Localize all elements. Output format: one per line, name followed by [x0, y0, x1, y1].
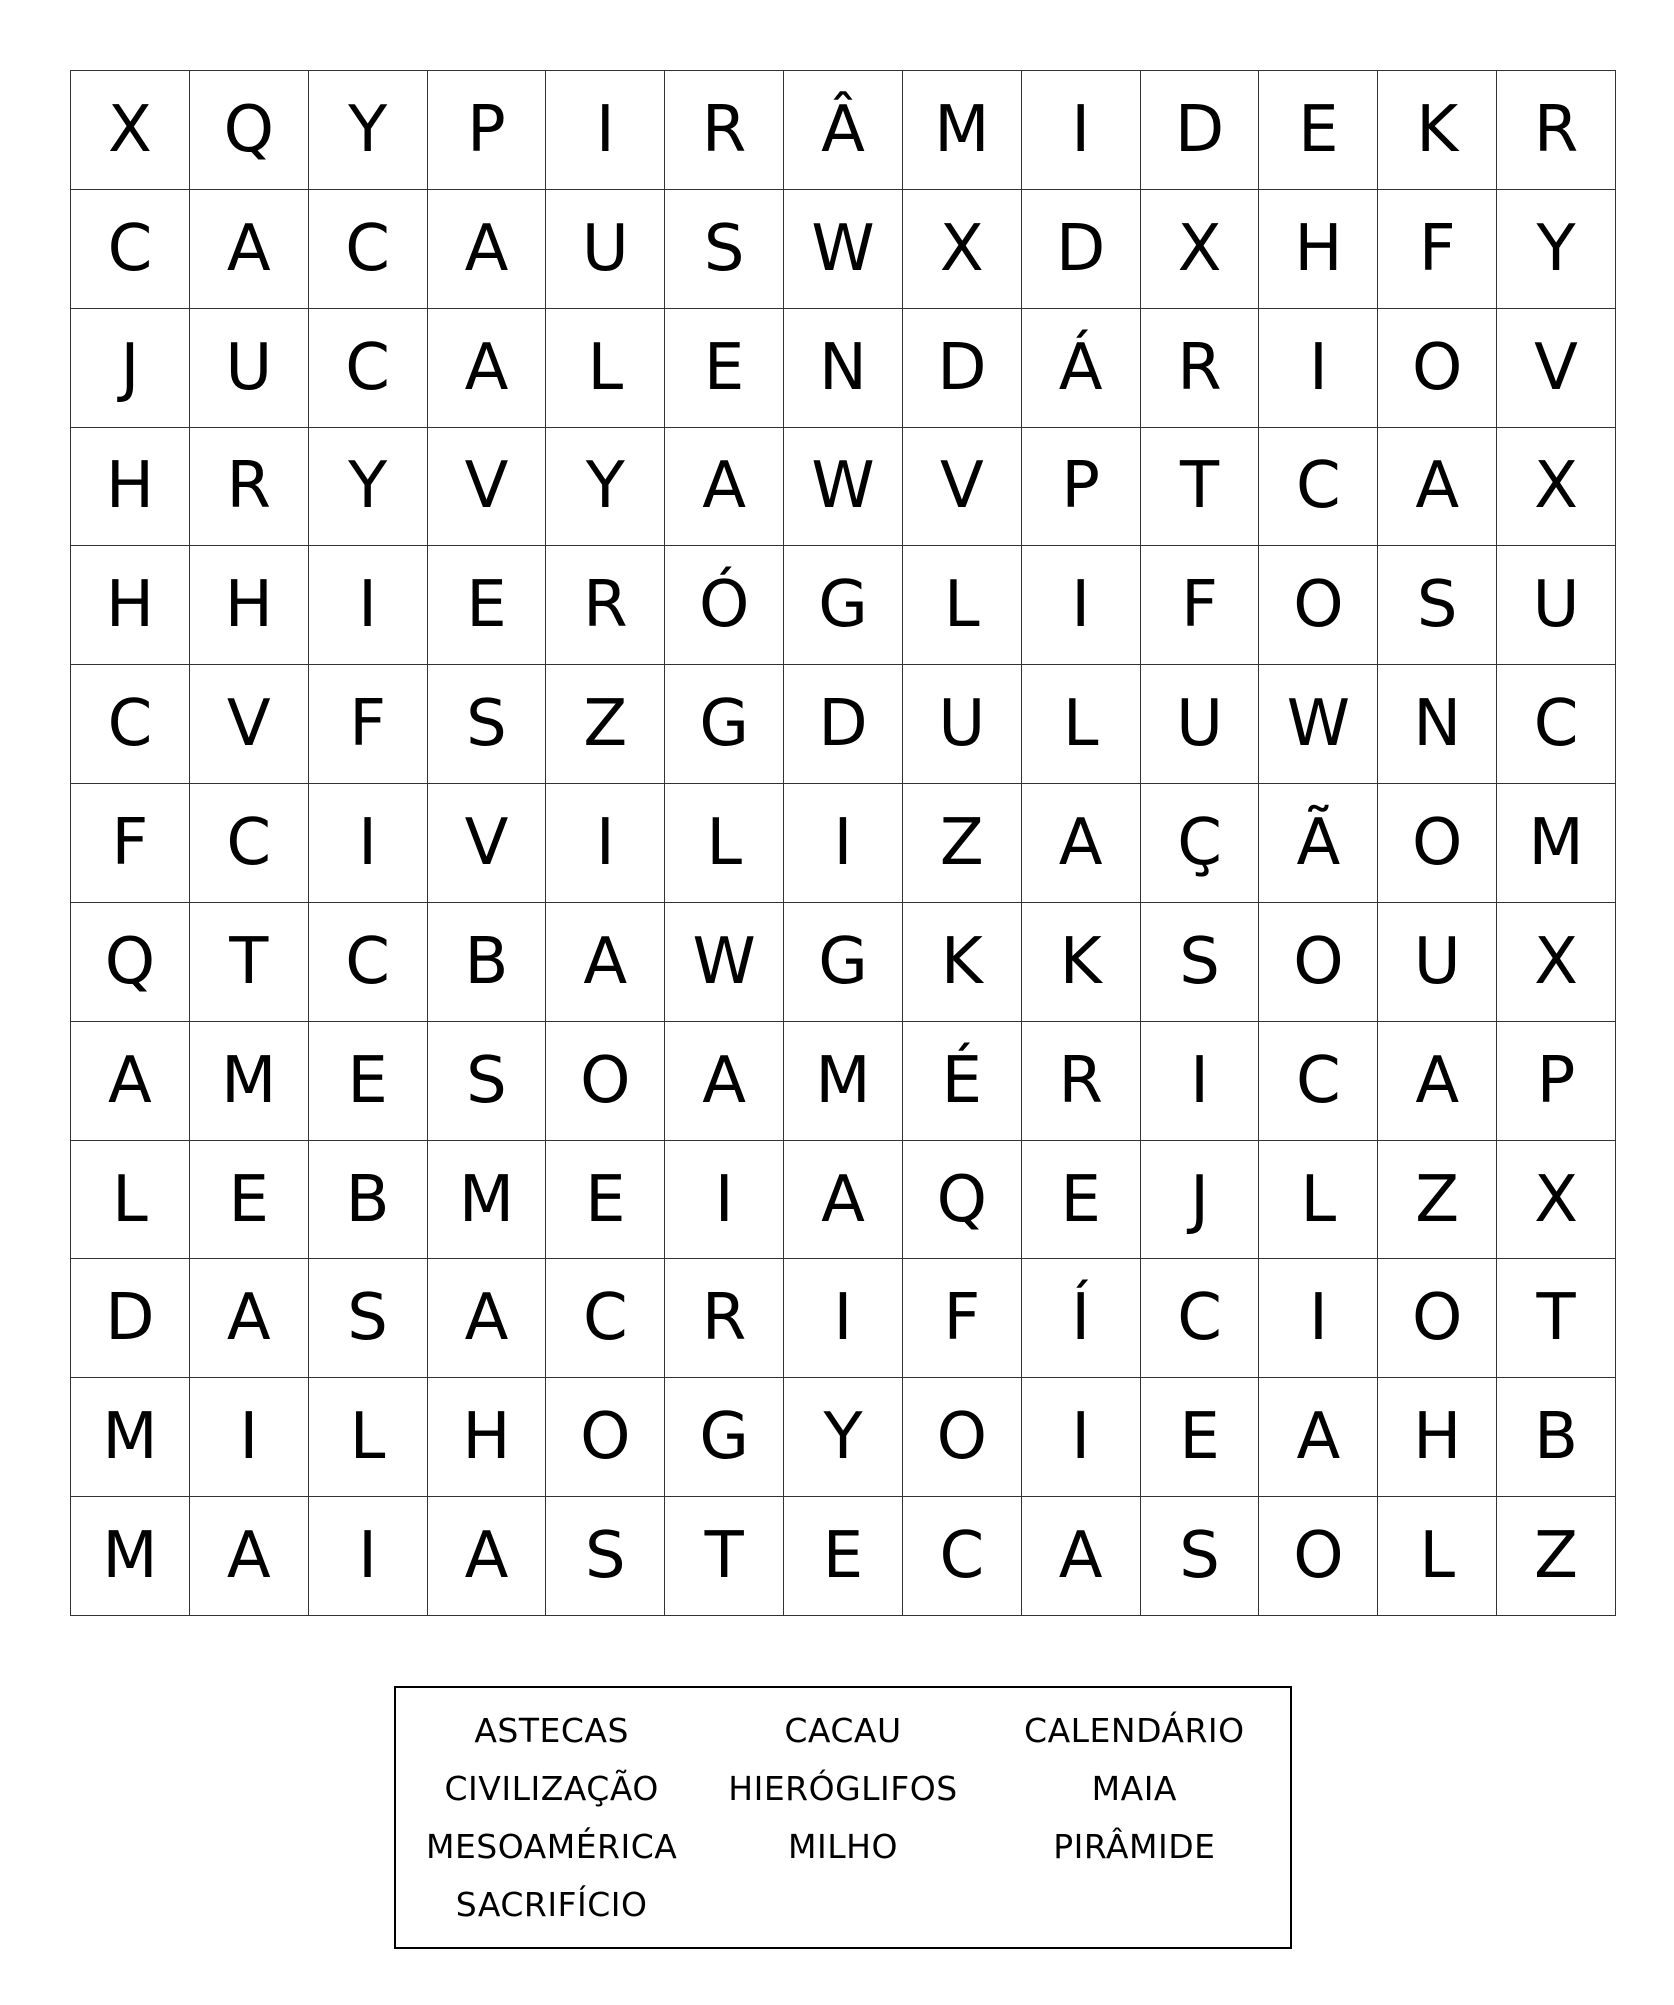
word-list-item: MILHO: [788, 1826, 898, 1866]
grid-cell-r12-c11[interactable]: A: [1259, 1378, 1378, 1497]
grid-cell-r5-c1[interactable]: H: [71, 546, 190, 665]
grid-cell-r6-c8[interactable]: U: [903, 665, 1022, 784]
grid-cell-r10-c4[interactable]: M: [428, 1141, 547, 1260]
grid-cell-r2-c5[interactable]: U: [546, 190, 665, 309]
grid-cell-r7-c10[interactable]: Ç: [1141, 784, 1260, 903]
grid-cell-r7-c8[interactable]: Z: [903, 784, 1022, 903]
grid-cell-r2-c8[interactable]: X: [903, 190, 1022, 309]
grid-cell-r1-c7[interactable]: Â: [784, 71, 903, 190]
grid-cell-r13-c1[interactable]: M: [71, 1497, 190, 1616]
grid-cell-r5-c12[interactable]: S: [1378, 546, 1497, 665]
grid-cell-r1-c12[interactable]: K: [1378, 71, 1497, 190]
grid-cell-r6-c13[interactable]: C: [1497, 665, 1616, 784]
grid-cell-r13-c7[interactable]: E: [784, 1497, 903, 1616]
word-list-item: PIRÂMIDE: [1053, 1826, 1216, 1866]
grid-cell-r4-c6[interactable]: A: [665, 428, 784, 547]
grid-cell-r6-c1[interactable]: C: [71, 665, 190, 784]
grid-cell-r5-c6[interactable]: Ó: [665, 546, 784, 665]
grid-cell-r5-c10[interactable]: F: [1141, 546, 1260, 665]
grid-cell-r5-c3[interactable]: I: [309, 546, 428, 665]
grid-cell-r12-c8[interactable]: O: [903, 1378, 1022, 1497]
grid-cell-r3-c1[interactable]: J: [71, 309, 190, 428]
grid-cell-r9-c11[interactable]: C: [1259, 1022, 1378, 1141]
grid-cell-r3-c11[interactable]: I: [1259, 309, 1378, 428]
grid-cell-r2-c13[interactable]: Y: [1497, 190, 1616, 309]
grid-cell-r5-c7[interactable]: G: [784, 546, 903, 665]
grid-cell-r2-c11[interactable]: H: [1259, 190, 1378, 309]
grid-cell-r1-c10[interactable]: D: [1141, 71, 1260, 190]
grid-cell-r11-c8[interactable]: F: [903, 1259, 1022, 1378]
grid-cell-r8-c2[interactable]: T: [190, 903, 309, 1022]
grid-cell-r11-c9[interactable]: Í: [1022, 1259, 1141, 1378]
grid-cell-r8-c12[interactable]: U: [1378, 903, 1497, 1022]
grid-cell-r8-c1[interactable]: Q: [71, 903, 190, 1022]
grid-cell-r8-c3[interactable]: C: [309, 903, 428, 1022]
grid-cell-r5-c2[interactable]: H: [190, 546, 309, 665]
grid-cell-r9-c13[interactable]: P: [1497, 1022, 1616, 1141]
grid-cell-r6-c6[interactable]: G: [665, 665, 784, 784]
grid-cell-r6-c3[interactable]: F: [309, 665, 428, 784]
grid-cell-r3-c8[interactable]: D: [903, 309, 1022, 428]
grid-cell-r6-c12[interactable]: N: [1378, 665, 1497, 784]
grid-cell-r4-c8[interactable]: V: [903, 428, 1022, 547]
grid-cell-r6-c4[interactable]: S: [428, 665, 547, 784]
grid-cell-r4-c12[interactable]: A: [1378, 428, 1497, 547]
grid-cell-r10-c11[interactable]: L: [1259, 1141, 1378, 1260]
grid-cell-r12-c3[interactable]: L: [309, 1378, 428, 1497]
grid-cell-r2-c2[interactable]: A: [190, 190, 309, 309]
grid-cell-r3-c12[interactable]: O: [1378, 309, 1497, 428]
grid-cell-r3-c6[interactable]: E: [665, 309, 784, 428]
grid-cell-r1-c1[interactable]: X: [71, 71, 190, 190]
grid-cell-r8-c7[interactable]: G: [784, 903, 903, 1022]
grid-cell-r3-c4[interactable]: A: [428, 309, 547, 428]
word-list-item: MESOAMÉRICA: [425, 1826, 678, 1866]
grid-cell-r12-c7[interactable]: Y: [784, 1378, 903, 1497]
word-list-box: [394, 1686, 1292, 1949]
grid-cell-r8-c9[interactable]: K: [1022, 903, 1141, 1022]
grid-cell-r7-c6[interactable]: L: [665, 784, 784, 903]
word-list-item: CIVILIZAÇÃO: [444, 1769, 659, 1809]
grid-cell-r12-c2[interactable]: I: [190, 1378, 309, 1497]
grid-cell-r10-c7[interactable]: A: [784, 1141, 903, 1260]
grid-cell-r11-c12[interactable]: O: [1378, 1259, 1497, 1378]
grid-cell-r3-c3[interactable]: C: [309, 309, 428, 428]
grid-cell-r5-c11[interactable]: O: [1259, 546, 1378, 665]
grid-cell-r10-c13[interactable]: X: [1497, 1141, 1616, 1260]
grid-cell-r8-c4[interactable]: B: [428, 903, 547, 1022]
grid-cell-r6-c5[interactable]: Z: [546, 665, 665, 784]
grid-cell-r2-c10[interactable]: X: [1141, 190, 1260, 309]
grid-cell-r3-c7[interactable]: N: [784, 309, 903, 428]
grid-cell-r12-c4[interactable]: H: [428, 1378, 547, 1497]
grid-cell-r11-c4[interactable]: A: [428, 1259, 547, 1378]
grid-cell-r1-c5[interactable]: I: [546, 71, 665, 190]
grid-cell-r11-c13[interactable]: T: [1497, 1259, 1616, 1378]
grid-cell-r13-c4[interactable]: A: [428, 1497, 547, 1616]
grid-cell-r1-c11[interactable]: E: [1259, 71, 1378, 190]
grid-cell-r10-c5[interactable]: E: [546, 1141, 665, 1260]
grid-cell-r8-c5[interactable]: A: [546, 903, 665, 1022]
grid-cell-r10-c10[interactable]: J: [1141, 1141, 1260, 1260]
grid-cell-r11-c5[interactable]: C: [546, 1259, 665, 1378]
grid-cell-r3-c9[interactable]: Á: [1022, 309, 1141, 428]
grid-cell-r10-c1[interactable]: L: [71, 1141, 190, 1260]
grid-cell-r10-c6[interactable]: I: [665, 1141, 784, 1260]
grid-cell-r10-c3[interactable]: B: [309, 1141, 428, 1260]
grid-cell-r12-c13[interactable]: B: [1497, 1378, 1616, 1497]
grid-cell-r11-c2[interactable]: A: [190, 1259, 309, 1378]
grid-cell-r11-c7[interactable]: I: [784, 1259, 903, 1378]
grid-cell-r6-c2[interactable]: V: [190, 665, 309, 784]
grid-cell-r6-c7[interactable]: D: [784, 665, 903, 784]
grid-cell-r3-c2[interactable]: U: [190, 309, 309, 428]
grid-cell-r13-c6[interactable]: T: [665, 1497, 784, 1616]
grid-cell-r13-c10[interactable]: S: [1141, 1497, 1260, 1616]
grid-cell-r2-c3[interactable]: C: [309, 190, 428, 309]
grid-cell-r6-c9[interactable]: L: [1022, 665, 1141, 784]
grid-cell-r13-c11[interactable]: O: [1259, 1497, 1378, 1616]
grid-cell-r3-c5[interactable]: L: [546, 309, 665, 428]
word-list-item: SACRIFÍCIO: [455, 1884, 648, 1924]
word-list-item: MAIA: [1091, 1769, 1177, 1809]
grid-cell-r8-c11[interactable]: O: [1259, 903, 1378, 1022]
grid-cell-r7-c4[interactable]: V: [428, 784, 547, 903]
grid-cell-r4-c3[interactable]: Y: [309, 428, 428, 547]
grid-cell-r9-c9[interactable]: R: [1022, 1022, 1141, 1141]
grid-cell-r11-c1[interactable]: D: [71, 1259, 190, 1378]
grid-cell-r2-c1[interactable]: C: [71, 190, 190, 309]
grid-cell-r13-c9[interactable]: A: [1022, 1497, 1141, 1616]
grid-cell-r13-c8[interactable]: C: [903, 1497, 1022, 1616]
grid-cell-r10-c2[interactable]: E: [190, 1141, 309, 1260]
grid-cell-r7-c3[interactable]: I: [309, 784, 428, 903]
grid-cell-r1-c8[interactable]: M: [903, 71, 1022, 190]
grid-cell-r1-c2[interactable]: Q: [190, 71, 309, 190]
grid-cell-r1-c13[interactable]: R: [1497, 71, 1616, 190]
grid-cell-r3-c13[interactable]: V: [1497, 309, 1616, 428]
grid-cell-r9-c8[interactable]: É: [903, 1022, 1022, 1141]
grid-cell-r6-c11[interactable]: W: [1259, 665, 1378, 784]
grid-cell-r7-c9[interactable]: A: [1022, 784, 1141, 903]
grid-cell-r2-c4[interactable]: A: [428, 190, 547, 309]
grid-cell-r7-c5[interactable]: I: [546, 784, 665, 903]
grid-cell-r1-c3[interactable]: Y: [309, 71, 428, 190]
grid-cell-r11-c10[interactable]: C: [1141, 1259, 1260, 1378]
grid-cell-r12-c6[interactable]: G: [665, 1378, 784, 1497]
grid-cell-r12-c12[interactable]: H: [1378, 1378, 1497, 1497]
grid-cell-r10-c9[interactable]: E: [1022, 1141, 1141, 1260]
grid-cell-r2-c12[interactable]: F: [1378, 190, 1497, 309]
grid-cell-r13-c2[interactable]: A: [190, 1497, 309, 1616]
grid-cell-r13-c13[interactable]: Z: [1497, 1497, 1616, 1616]
grid-cell-r4-c2[interactable]: R: [190, 428, 309, 547]
grid-cell-r13-c5[interactable]: S: [546, 1497, 665, 1616]
grid-cell-r11-c6[interactable]: R: [665, 1259, 784, 1378]
grid-cell-r8-c10[interactable]: S: [1141, 903, 1260, 1022]
grid-cell-r9-c4[interactable]: S: [428, 1022, 547, 1141]
grid-cell-r8-c8[interactable]: K: [903, 903, 1022, 1022]
grid-cell-r9-c7[interactable]: M: [784, 1022, 903, 1141]
grid-cell-r9-c3[interactable]: E: [309, 1022, 428, 1141]
grid-cell-r13-c3[interactable]: I: [309, 1497, 428, 1616]
grid-cell-r4-c13[interactable]: X: [1497, 428, 1616, 547]
grid-cell-r2-c9[interactable]: D: [1022, 190, 1141, 309]
grid-cell-r5-c9[interactable]: I: [1022, 546, 1141, 665]
word-list-item: CACAU: [784, 1711, 902, 1751]
grid-cell-r9-c2[interactable]: M: [190, 1022, 309, 1141]
grid-cell-r4-c11[interactable]: C: [1259, 428, 1378, 547]
grid-cell-r11-c11[interactable]: I: [1259, 1259, 1378, 1378]
grid-cell-r7-c1[interactable]: F: [71, 784, 190, 903]
grid-cell-r5-c4[interactable]: E: [428, 546, 547, 665]
letter-grid: [70, 70, 1616, 1616]
grid-cell-r5-c8[interactable]: L: [903, 546, 1022, 665]
grid-cell-r12-c10[interactable]: E: [1141, 1378, 1260, 1497]
grid-cell-r7-c11[interactable]: Ã: [1259, 784, 1378, 903]
grid-cell-r9-c10[interactable]: I: [1141, 1022, 1260, 1141]
grid-cell-r4-c4[interactable]: V: [428, 428, 547, 547]
grid-cell-r9-c6[interactable]: A: [665, 1022, 784, 1141]
grid-cell-r2-c6[interactable]: S: [665, 190, 784, 309]
grid-cell-r9-c12[interactable]: A: [1378, 1022, 1497, 1141]
grid-cell-r7-c13[interactable]: M: [1497, 784, 1616, 903]
grid-cell-r10-c8[interactable]: Q: [903, 1141, 1022, 1260]
grid-cell-r7-c12[interactable]: O: [1378, 784, 1497, 903]
word-list-item: HIERÓGLIFOS: [728, 1769, 958, 1809]
grid-cell-r13-c12[interactable]: L: [1378, 1497, 1497, 1616]
grid-cell-r4-c9[interactable]: P: [1022, 428, 1141, 547]
grid-cell-r1-c4[interactable]: P: [428, 71, 547, 190]
grid-cell-r11-c3[interactable]: S: [309, 1259, 428, 1378]
grid-cell-r9-c1[interactable]: A: [71, 1022, 190, 1141]
grid-cell-r3-c10[interactable]: R: [1141, 309, 1260, 428]
grid-cell-r7-c2[interactable]: C: [190, 784, 309, 903]
grid-cell-r12-c9[interactable]: I: [1022, 1378, 1141, 1497]
grid-cell-r6-c10[interactable]: U: [1141, 665, 1260, 784]
grid-cell-r9-c5[interactable]: O: [546, 1022, 665, 1141]
grid-cell-r1-c9[interactable]: I: [1022, 71, 1141, 190]
grid-cell-r4-c7[interactable]: W: [784, 428, 903, 547]
grid-cell-r4-c5[interactable]: Y: [546, 428, 665, 547]
grid-cell-r10-c12[interactable]: Z: [1378, 1141, 1497, 1260]
grid-cell-r12-c5[interactable]: O: [546, 1378, 665, 1497]
grid-cell-r5-c5[interactable]: R: [546, 546, 665, 665]
grid-cell-r12-c1[interactable]: M: [71, 1378, 190, 1497]
grid-cell-r4-c10[interactable]: T: [1141, 428, 1260, 547]
grid-cell-r8-c13[interactable]: X: [1497, 903, 1616, 1022]
grid-cell-r2-c7[interactable]: W: [784, 190, 903, 309]
grid-cell-r1-c6[interactable]: R: [665, 71, 784, 190]
grid-cell-r5-c13[interactable]: U: [1497, 546, 1616, 665]
word-list-item: CALENDÁRIO: [1024, 1711, 1245, 1751]
word-list-item: ASTECAS: [474, 1711, 629, 1751]
grid-cell-r8-c6[interactable]: W: [665, 903, 784, 1022]
grid-cell-r4-c1[interactable]: H: [71, 428, 190, 547]
grid-cell-r7-c7[interactable]: I: [784, 784, 903, 903]
